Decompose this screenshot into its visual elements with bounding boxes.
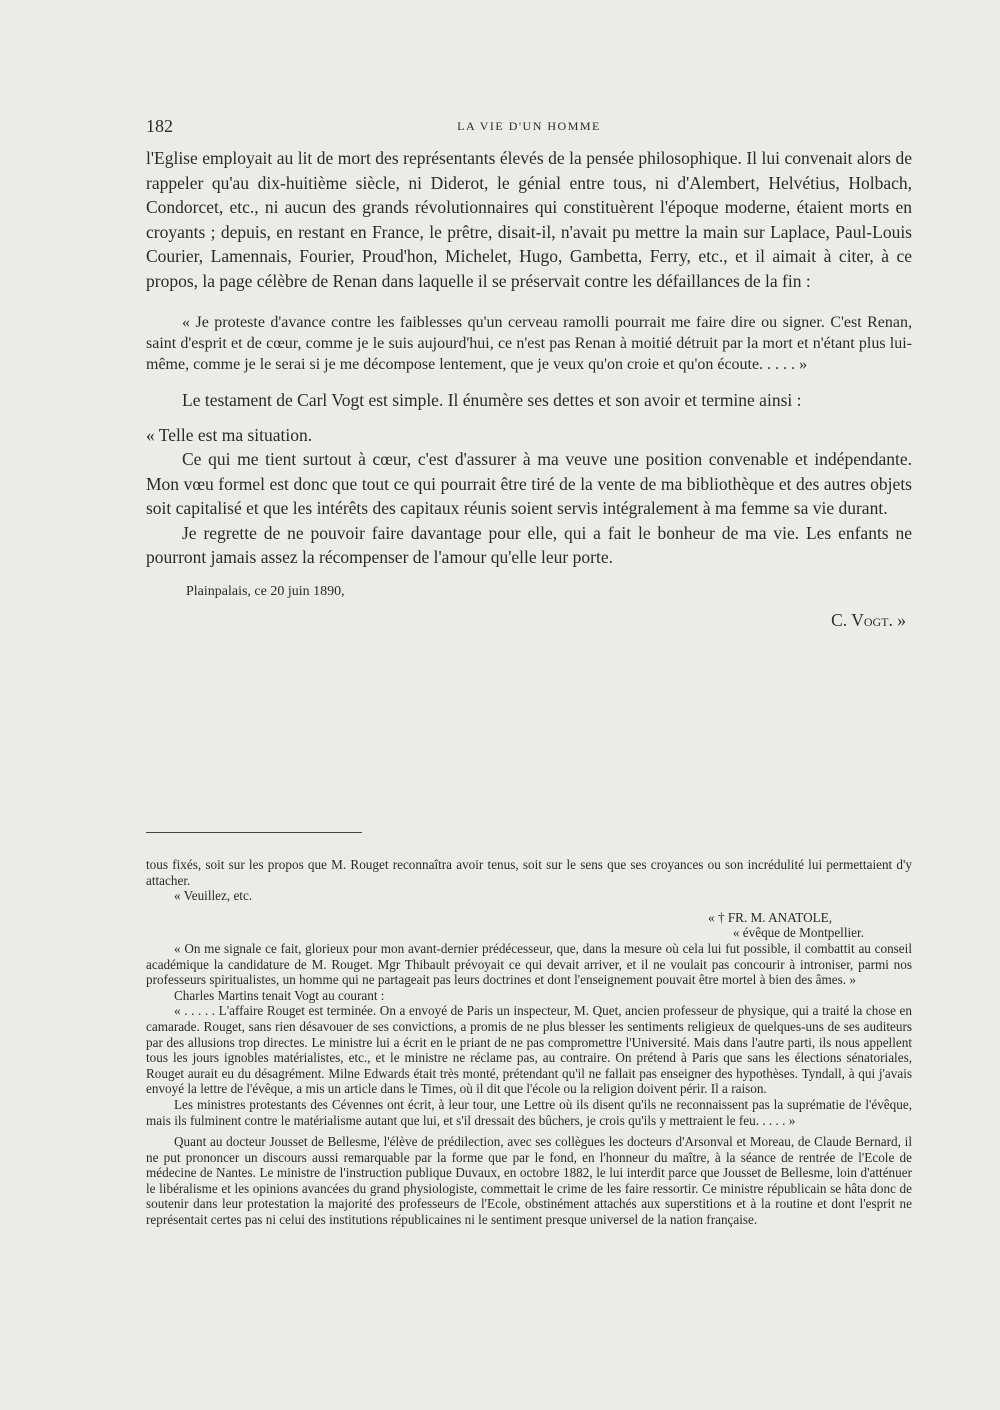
will-paragraph: « Telle est ma situation. xyxy=(146,424,313,445)
running-title: LA VIE D'UN HOMME xyxy=(457,119,601,133)
paragraph: l'Eglise employait au lit de mort des représentants élevés de la pensée philosophique. Il lui convenait alors de rappeler qu'au dix-huitième siècle, ni Diderot, le génial entre tous, ni d'Alembert, Helvétius, Holbach, Condorcet, etc., ni aucun des grands révolutionnaires qui constituèrent l'époque moderne, étaient morts en croyants ; depuis, en restant en France, le prêtre, disait-il, n'avait pu mettre la main sur Laplace, Paul-Louis Courier, Lamennais, Fourier, Proud'hon, Michelet, Hugo, Gambetta, Ferry, etc., et il aimait à citer, à ce propos, la page célèbre de Renan dans laquelle il se préservait contre les défaillances de la fin : xyxy=(146,148,912,291)
signature: C. Vogt. » xyxy=(831,610,906,630)
paragraph: Le testament de Carl Vogt est simple. Il énumère ses dettes et son avoir et termine ainsi : xyxy=(182,390,802,410)
renan-quote: « Je proteste d'avance contre les faiblesses qu'un cerveau ramolli pourrait me faire dire ou signer. C'est Renan, saint d'esprit et de cœur, comme je le suis aujourd'hui, ce n'est pas Renan à moitié détruit par la mort et n'étant plus lui-même, comme je le serai si je me décompose lentement, que je veux qu'on croie et qu'on écoute. . . . . » xyxy=(146,314,912,373)
footnote-paragraph: « . . . . . L'affaire Rouget est terminée. On a envoyé de Paris un inspecteur, M. Quet, ancien professeur de physique, qui a traité la chose en camarade. Rouget, sans rien désavouer de ses convictions, a promis de ne plus blesser les sentiments religieux de quelques-uns de ses auditeurs par des allusions trop directes. Le ministre lui a écrit en le priant de ne pas compromettre l'Université. Mais dans l'autre parti, ils nous appellent tous les jours ignobles matérialistes, etc., et le ministre ne réclame pas, au contraire. On prétend à Paris que sans les élections sénatoriales, Rouget aurait eu du désagrément. Milne Edwards était très monté, prétendant qu'il ne fallait pas enseigner des hypothèses. Tyndall, à qui j'avais envoyé la lettre de l'évêque, a mis un article dans le Times, où il dit que l'école ou la religion doivent périr. Il a raison. xyxy=(146,1003,912,1097)
footnote-signature: « † FR. M. ANATOLE, xyxy=(708,909,832,925)
dateline: Plainpalais, ce 20 juin 1890, xyxy=(186,583,345,599)
page-header xyxy=(146,116,912,140)
footnote-signature: « évêque de Montpellier. xyxy=(732,925,864,941)
footnote-rule xyxy=(146,832,362,833)
footnote-paragraph: Les ministres protestants des Cévennes ont écrit, à leur tour, une Lettre où ils disent qu'ils ne reconnaissent pas la suprématie de l'évêque, mais ils fulminent contre le matérialisme autant que lui, et s'il dressait des bûchers, je crois qu'ils y mettraient le feu. . . . . » xyxy=(146,1096,912,1128)
will-paragraph: Je regrette de ne pouvoir faire davantage pour elle, qui a fait le bonheur de ma vie. Les enfants ne pourront jamais assez la récompenser de l'amour qu'elle leur porte. xyxy=(146,522,912,567)
footnotes xyxy=(146,857,912,1228)
footnote-paragraph: tous fixés, soit sur les propos que M. Rouget reconnaîtra avoir tenus, soit sur le sens que ses croyances ou son incrédulité lui permettaient d'y attacher. xyxy=(146,857,912,888)
footnote-paragraph: Charles Martins tenait Vogt au courant : xyxy=(174,987,385,1003)
footnote-paragraph: Quant au docteur Jousset de Bellesme, l'élève de prédilection, avec ses collègues les docteurs d'Arsonval et Moreau, de Claude Bernard, il ne put prononcer un discours aussi remarquable par la forme que par le fond, en l'honneur du maître, à la séance de rentrée de l'Ecole de médecine de Nantes. Le ministre de l'instruction publique Duvaux, en octobre 1882, le lui interdit parce que Jousset de Bellesme, loin d'atténuer le libéralisme et les opinions avancées du grand physiologiste, commettait le crime de les faire ressortir. Ce ministre républicain se hâta donc de soutenir dans leur protestation la majorité des professeurs de l'Ecole, obstinément attachés aux superstitions et à la routine et dont l'esprit ne représentait certes pas ni celui des institutions républicaines ni le sentiment presque universel de la nation française. xyxy=(146,1134,912,1228)
will-paragraph: Ce qui me tient surtout à cœur, c'est d'assurer à ma veuve une position convenable et indépendante. Mon vœu formel est donc que tout ce qui pourrait être tiré de la vente de ma bibliothèque et des autres objets soit capitalisé et que les intérêts des capitaux réunis soient servis intégralement à ma femme sa vie durant. xyxy=(146,449,912,518)
footnote-paragraph: « On me signale ce fait, glorieux pour mon avant-dernier prédécesseur, que, dans la mesure où cela lui fut possible, il combattit au conseil académique la candidature de M. Rouget. Mgr Thibault prévoyait ce qui devait arriver, et il ne voulait pas concourir à introniser, parmi nos professeurs spiritualistes, un homme qui ne partageait pas leurs doctrines et dont l'enseignement pouvait être mortel à bien des âmes. » xyxy=(146,940,912,988)
main-text xyxy=(146,146,912,633)
footnote-paragraph: « Veuillez, etc. xyxy=(174,888,253,904)
page-number: 182 xyxy=(146,116,173,136)
